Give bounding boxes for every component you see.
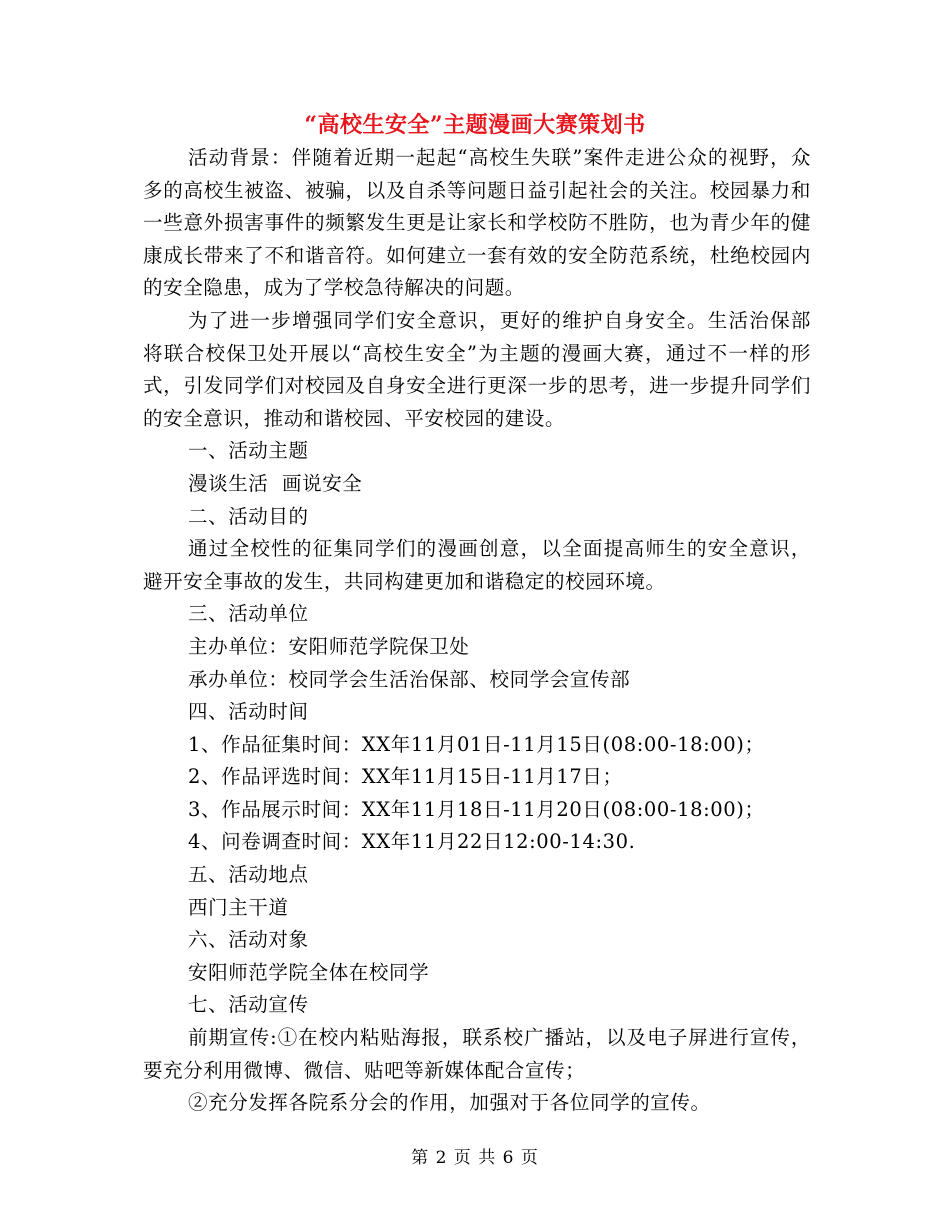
section-heading-time: 四、活动时间: [188, 700, 309, 724]
paragraph-background: 活动背景：伴随着近期一起起“高校生失联”案件走进公众的视野，众多的高校生被盗、被骗，以及自杀等问题日益引起社会的关注。校园暴力和一些意外损害事件的频繁发生更是让家长和学校防不胜防，也为青少年的健康成长带来了不和谐音符。如何建立一套有效的安全防范系统，杜绝校园内的安全隐患，成为了学校急待解决的问题。: [143, 146, 811, 300]
time-item: 4、问卷调查时间：XX年11月22日12:00-14:30.: [188, 830, 636, 854]
section-heading-audience: 六、活动对象: [188, 928, 309, 952]
section-heading-goal: 二、活动目的: [188, 504, 309, 528]
section-text-location: 西门主干道: [188, 895, 289, 919]
section-text-publicity-1: 前期宣传:①在校内粘贴海报，联系校广播站，以及电子屏进行宣传，要充分利用微博、微信、贴吧等新媒体配合宣传；: [143, 1026, 811, 1082]
section-text-theme: 漫谈生活 画说安全: [188, 471, 363, 495]
section-text-publicity-2: ②充分发挥各院系分会的作用，加强对于各位同学的宣传。: [188, 1091, 711, 1115]
section-heading-publicity: 七、活动宣传: [188, 993, 309, 1017]
section-text-host: 主办单位：安阳师范学院保卫处: [188, 634, 470, 658]
time-item: 3、作品展示时间：XX年11月18日-11月20日(08:00-18:00)；: [188, 797, 765, 821]
document-title: “高校生安全”主题漫画大赛策划书: [304, 112, 646, 138]
document-body: [143, 142, 811, 1120]
section-heading-location: 五、活动地点: [188, 863, 309, 887]
section-text-goal: 通过全校性的征集同学们的漫画创意，以全面提高师生的安全意识，避开安全事故的发生，共同构建更加和谐稳定的校园环境。: [143, 537, 811, 593]
section-text-organizer: 承办单位：校同学会生活治保部、校同学会宣传部: [188, 667, 631, 691]
section-heading-units: 三、活动单位: [188, 602, 309, 626]
time-item: 2、作品评选时间：XX年11月15日-11月17日；: [188, 765, 623, 789]
page-number-label: 第 2 页 共 6 页: [411, 1148, 539, 1168]
section-text-audience: 安阳师范学院全体在校同学: [188, 960, 430, 984]
page-footer: [0, 1143, 950, 1168]
section-heading-theme: 一、活动主题: [188, 439, 309, 463]
paragraph-purpose: 为了进一步增强同学们安全意识，更好的维护自身安全。生活治保部将联合校保卫处开展以“高校生安全”为主题的漫画大赛，通过不一样的形式，引发同学们对校园及自身安全进行更深一步的思考，进一步提升同学们的安全意识，推动和谐校园、平安校园的建设。: [143, 308, 811, 430]
time-item: 1、作品征集时间：XX年11月01日-11月15日(08:00-18:00)；: [188, 732, 765, 756]
